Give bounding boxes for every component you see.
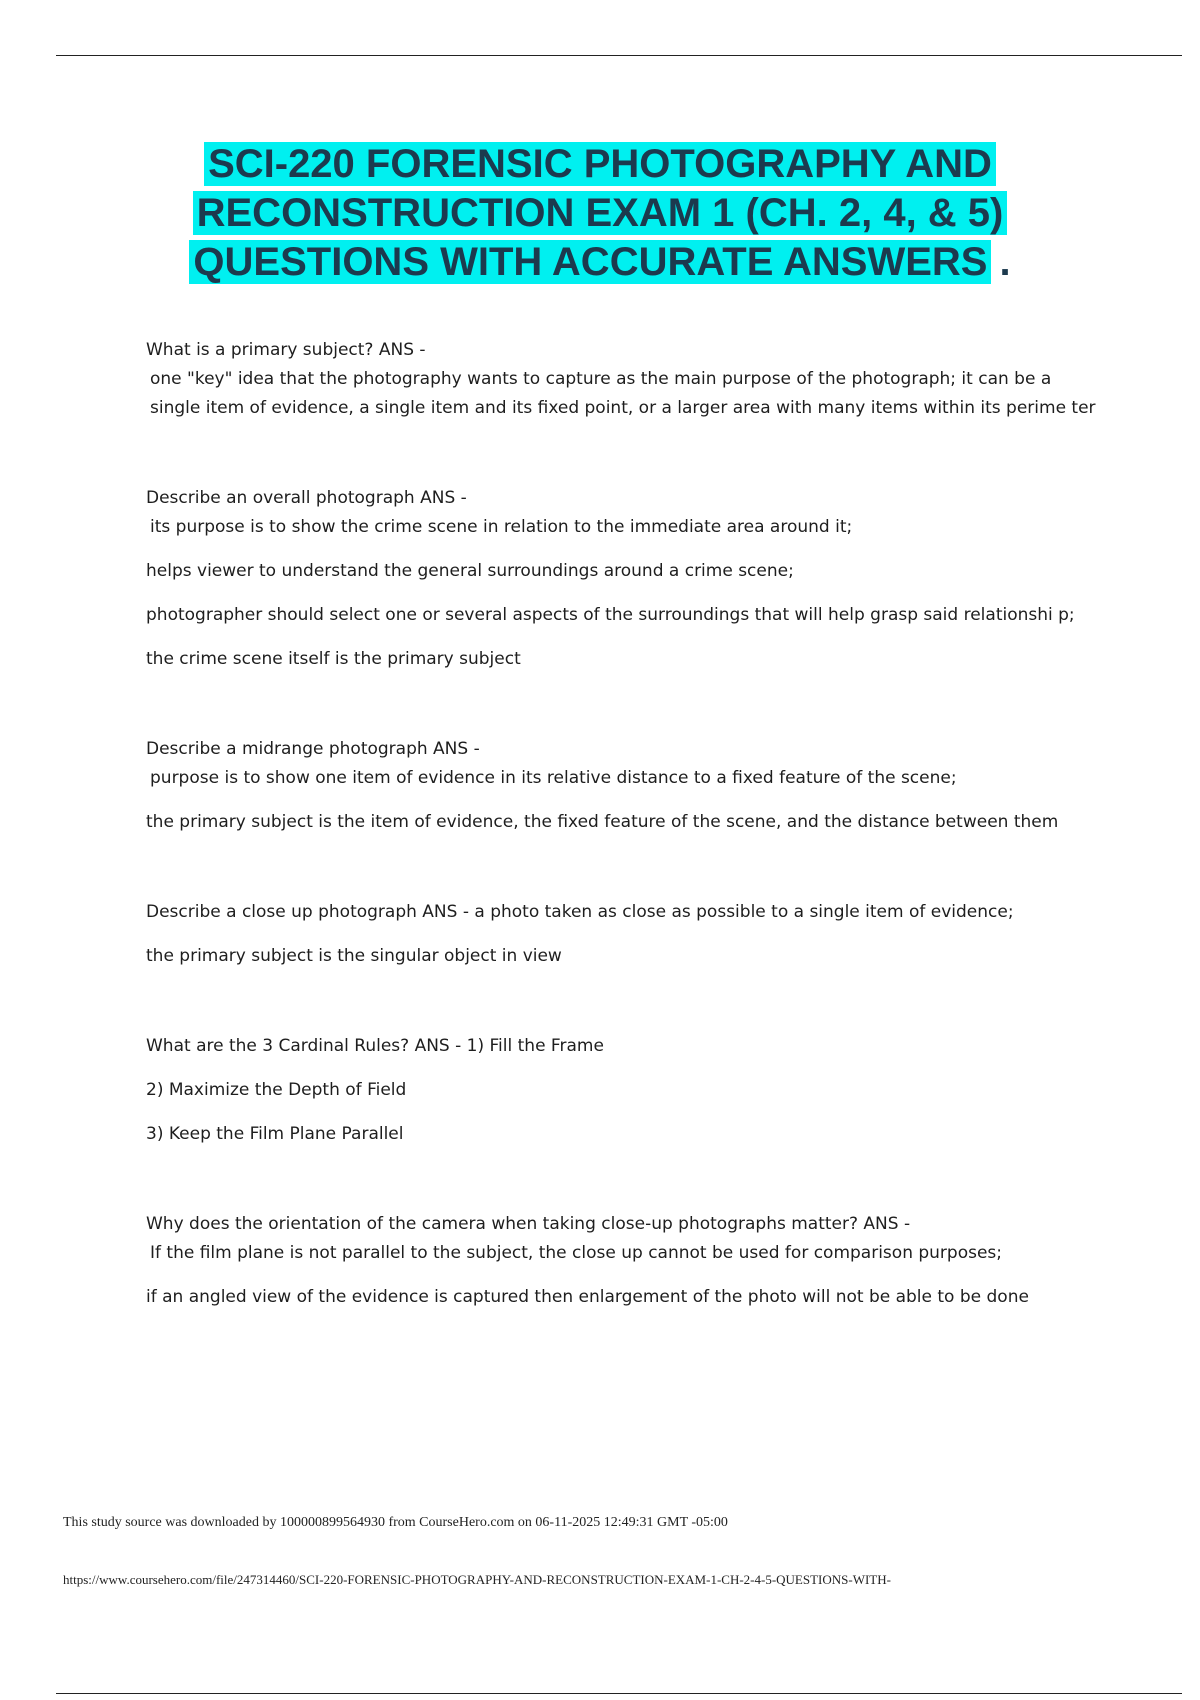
answer-text: purpose is to show one item of evidence in its relative distance to a fixed feature of the scene; xyxy=(150,768,957,788)
answer-continuation: the primary subject is the singular object in view xyxy=(146,946,562,966)
title-line-3: QUESTIONS WITH ACCURATE ANSWERS . xyxy=(0,238,1200,287)
answer-continuation: the crime scene itself is the primary subject xyxy=(146,649,521,669)
question-text: Describe a midrange photograph ANS - xyxy=(146,739,480,759)
question-text: What is a primary subject? ANS - xyxy=(146,340,426,360)
qa-item xyxy=(146,336,1096,423)
question-text: Describe an overall photograph ANS - xyxy=(146,488,467,508)
answer-text: its purpose is to show the crime scene in relation to the immediate area around it; xyxy=(150,517,853,537)
document-title xyxy=(0,140,1200,287)
answer-continuation: helps viewer to understand the general surroundings around a crime scene; xyxy=(146,561,794,581)
title-trailing-dot: . xyxy=(999,240,1011,284)
answer-continuation: 2) Maximize the Depth of Field xyxy=(146,1080,407,1100)
qa-item xyxy=(146,735,1096,837)
answer-text: If the film plane is not parallel to the subject, the close up cannot be used for comparison purposes; xyxy=(150,1243,1003,1263)
source-url: https://www.coursehero.com/file/247314460/SCI-220-FORENSIC-PHOTOGRAPHY-AND-RECONSTRUCTION-EXAM-1-CH-2-4-5-QUESTIONS-WITH- xyxy=(63,1572,891,1587)
answer-continuation: 3) Keep the Film Plane Parallel xyxy=(146,1124,404,1144)
answer-continuation: photographer should select one or several aspects of the surroundings that will help grasp said relationshi p; xyxy=(146,605,1075,625)
download-source-note: This study source was downloaded by 100000899564930 from CourseHero.com on 06-11-2025 12:49:31 GMT -05:00 xyxy=(63,1515,728,1530)
qa-item xyxy=(146,1032,1096,1149)
bottom-rule xyxy=(56,1693,1182,1694)
qa-item xyxy=(146,484,1096,674)
qa-item xyxy=(146,898,1096,971)
answer-text: one "key" idea that the photography wants to capture as the main purpose of the photograph; it can be a single item of evidence, a single item and its fixed point, or a larger area with many items within its perime ter xyxy=(150,369,1096,418)
title-line-2: RECONSTRUCTION EXAM 1 (CH. 2, 4, & 5) xyxy=(0,189,1200,238)
qa-list xyxy=(146,336,1096,1373)
top-rule xyxy=(56,55,1182,56)
question-text: What are the 3 Cardinal Rules? ANS - 1) Fill the Frame xyxy=(146,1036,604,1056)
question-text: Why does the orientation of the camera when taking close-up photographs matter? ANS - xyxy=(146,1214,911,1234)
answer-continuation: the primary subject is the item of evidence, the fixed feature of the scene, and the distance between them xyxy=(146,812,1059,832)
qa-item xyxy=(146,1210,1096,1312)
question-text: Describe a close up photograph ANS - a photo taken as close as possible to a single item of evidence; xyxy=(146,902,1014,922)
answer-continuation: if an angled view of the evidence is captured then enlargement of the photo will not be able to be done xyxy=(146,1287,1029,1307)
title-line-1: SCI-220 FORENSIC PHOTOGRAPHY AND xyxy=(0,140,1200,189)
